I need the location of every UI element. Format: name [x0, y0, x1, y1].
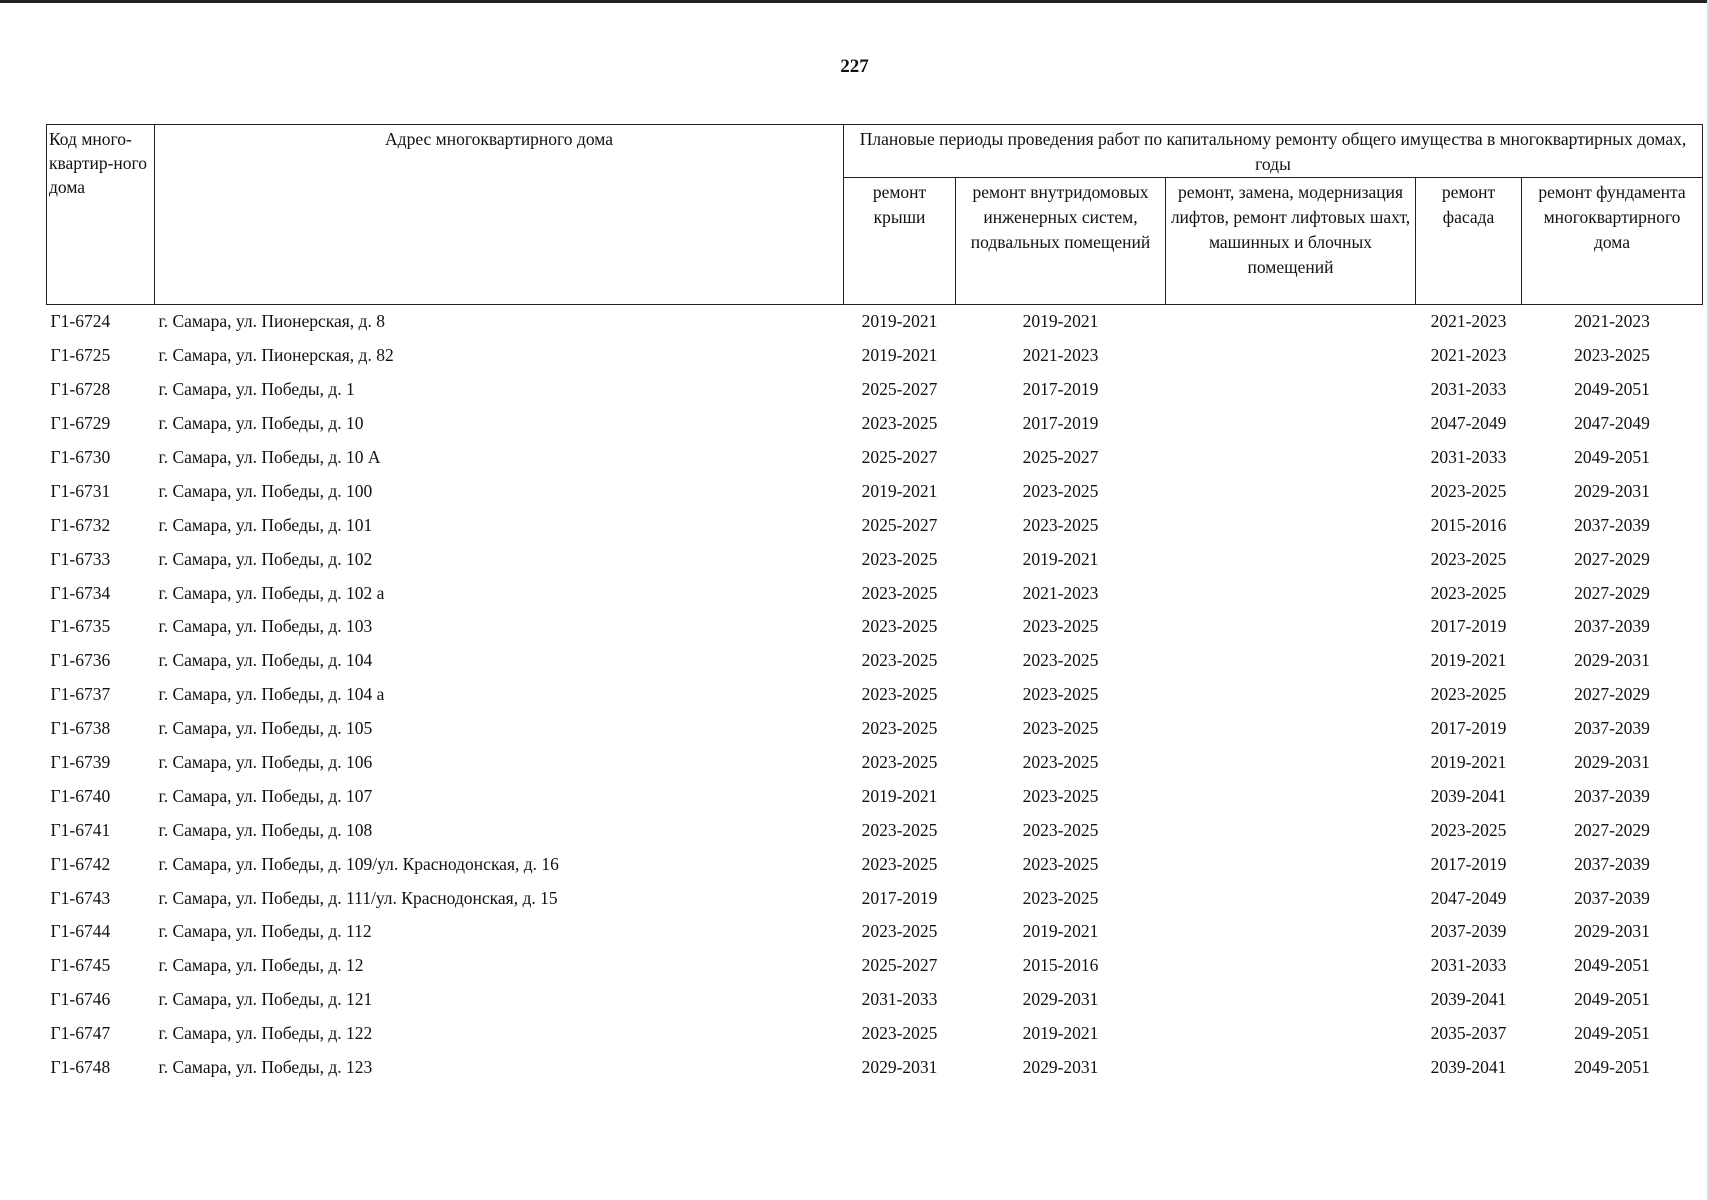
- table-row: [47, 339, 1703, 373]
- table-row: [47, 746, 1703, 780]
- cell-facade: 2021-2023: [1430, 345, 1507, 366]
- cell-roof: 2025-2027: [861, 379, 938, 400]
- header-elevators: ремонт, замена, модернизация лифтов, ремонт лифтовых шахт, машинных и блочных помещений: [1166, 178, 1416, 305]
- cell-elevators: [1166, 474, 1416, 508]
- cell-facade: 2037-2039: [1430, 921, 1507, 942]
- cell-elevators: [1166, 542, 1416, 576]
- cell-roof: 2023-2025: [861, 616, 938, 637]
- cell-roof: 2023-2025: [861, 819, 938, 840]
- cell-code: Г1-6740: [50, 785, 111, 806]
- cell-code: Г1-6745: [50, 955, 111, 976]
- cell-systems: 2023-2025: [1022, 819, 1099, 840]
- cell-address: г. Самара, ул. Победы, д. 122: [158, 1023, 373, 1044]
- cell-code: Г1-6735: [50, 616, 111, 637]
- cell-facade: 2023-2025: [1430, 684, 1507, 705]
- cell-systems: 2023-2025: [1022, 684, 1099, 705]
- cell-roof: 2025-2027: [861, 447, 938, 467]
- cell-foundation: 2037-2039: [1574, 514, 1650, 535]
- cell-elevators: [1166, 576, 1416, 610]
- cell-address: г. Самара, ул. Победы, д. 102: [158, 548, 373, 569]
- cell-elevators: [1166, 441, 1416, 475]
- cell-roof: 2017-2019: [861, 887, 938, 908]
- cell-elevators: [1166, 983, 1416, 1017]
- table-row: [47, 847, 1703, 881]
- cell-elevators: [1166, 644, 1416, 678]
- table-row: [47, 407, 1703, 441]
- cell-roof: 2029-2031: [861, 1057, 938, 1078]
- cell-foundation: 2037-2039: [1574, 887, 1650, 908]
- cell-foundation: 2049-2051: [1574, 1023, 1650, 1044]
- cell-address: г. Самара, ул. Победы, д. 107: [158, 785, 373, 806]
- table-row: [47, 915, 1703, 949]
- table-row: [47, 576, 1703, 610]
- cell-systems: 2025-2027: [1022, 447, 1099, 467]
- cell-code: Г1-6733: [50, 548, 111, 569]
- cell-facade: 2019-2021: [1430, 752, 1507, 773]
- cell-roof: 2023-2025: [861, 921, 938, 942]
- cell-code: Г1-6734: [50, 582, 111, 603]
- cell-systems: 2017-2019: [1022, 413, 1099, 434]
- top-border-line: [0, 0, 1709, 3]
- cell-systems: 2021-2023: [1022, 582, 1099, 603]
- cell-facade: 2015-2016: [1430, 514, 1507, 535]
- cell-address: г. Самара, ул. Пионерская, д. 8: [158, 311, 385, 332]
- cell-systems: 2021-2023: [1022, 345, 1099, 366]
- cell-elevators: [1166, 339, 1416, 373]
- cell-facade: 2023-2025: [1430, 480, 1507, 501]
- cell-foundation: 2029-2031: [1574, 650, 1650, 671]
- cell-roof: 2023-2025: [861, 650, 938, 671]
- table-row: [47, 949, 1703, 983]
- cell-address: г. Самара, ул. Победы, д. 106: [158, 752, 373, 773]
- cell-foundation: 2047-2049: [1574, 413, 1650, 434]
- cell-elevators: [1166, 915, 1416, 949]
- cell-foundation: 2021-2023: [1574, 311, 1650, 332]
- cell-address: г. Самара, ул. Победы, д. 103: [158, 616, 373, 637]
- cell-address: г. Самара, ул. Победы, д. 109/ул. Краснодонская, д. 16: [158, 853, 559, 874]
- header-address: Адрес многоквартирного дома: [155, 125, 844, 305]
- cell-address: г. Самара, ул. Победы, д. 1: [158, 379, 355, 400]
- table-body: [47, 305, 1703, 1085]
- cell-foundation: 2027-2029: [1574, 548, 1650, 569]
- cell-systems: 2019-2021: [1022, 311, 1099, 332]
- cell-foundation: 2023-2025: [1574, 345, 1650, 366]
- cell-elevators: [1166, 407, 1416, 441]
- cell-foundation: 2027-2029: [1574, 582, 1650, 603]
- cell-foundation: 2049-2051: [1574, 989, 1650, 1010]
- cell-systems: 2019-2021: [1022, 921, 1099, 942]
- cell-elevators: [1166, 779, 1416, 813]
- cell-elevators: [1166, 949, 1416, 983]
- table-row: [47, 474, 1703, 508]
- cell-elevators: [1166, 881, 1416, 915]
- cell-roof: 2023-2025: [861, 718, 938, 739]
- cell-code: Г1-6746: [50, 989, 111, 1010]
- cell-foundation: 2049-2051: [1574, 379, 1650, 400]
- cell-elevators: [1166, 813, 1416, 847]
- cell-systems: 2029-2031: [1022, 989, 1099, 1010]
- cell-code: Г1-6736: [50, 650, 111, 671]
- cell-foundation: 2029-2031: [1574, 921, 1650, 942]
- cell-address: г. Самара, ул. Победы, д. 112: [158, 921, 372, 942]
- cell-facade: 2031-2033: [1430, 379, 1507, 400]
- cell-facade: 2017-2019: [1430, 616, 1507, 637]
- cell-facade: 2031-2033: [1430, 955, 1507, 976]
- cell-code: Г1-6732: [50, 514, 111, 535]
- cell-roof: 2019-2021: [861, 311, 938, 332]
- table-row: [47, 610, 1703, 644]
- table-row: [47, 779, 1703, 813]
- header-code: Код много-квартир-ного дома: [47, 125, 155, 305]
- cell-elevators: [1166, 305, 1416, 339]
- cell-code: Г1-6747: [50, 1023, 111, 1044]
- table-row: [47, 1051, 1703, 1085]
- cell-facade: 2039-2041: [1430, 989, 1507, 1010]
- cell-code: Г1-6748: [50, 1057, 111, 1078]
- cell-address: г. Самара, ул. Победы, д. 104 а: [158, 684, 385, 705]
- cell-code: Г1-6737: [50, 684, 111, 705]
- cell-facade: 2017-2019: [1430, 718, 1507, 739]
- cell-systems: 2017-2019: [1022, 379, 1099, 400]
- cell-address: г. Самара, ул. Победы, д. 101: [158, 514, 373, 535]
- cell-code: Г1-6739: [50, 752, 111, 773]
- table-row: [47, 712, 1703, 746]
- page-number: 227: [840, 56, 869, 77]
- cell-address: г. Самара, ул. Победы, д. 123: [158, 1057, 373, 1078]
- cell-roof: 2023-2025: [861, 1023, 938, 1044]
- cell-facade: 2047-2049: [1430, 413, 1507, 434]
- cell-systems: 2023-2025: [1022, 514, 1099, 535]
- table-row: [47, 678, 1703, 712]
- cell-elevators: [1166, 712, 1416, 746]
- cell-foundation: 2029-2031: [1574, 752, 1650, 773]
- cell-address: г. Самара, ул. Победы, д. 108: [158, 819, 373, 840]
- cell-roof: 2025-2027: [861, 955, 938, 976]
- cell-foundation: 2049-2051: [1574, 955, 1650, 976]
- cell-elevators: [1166, 847, 1416, 881]
- header-foundation: ремонт фундамента многоквартирного дома: [1522, 178, 1703, 305]
- cell-roof: 2023-2025: [861, 548, 938, 569]
- cell-facade: 2021-2023: [1430, 311, 1507, 332]
- cell-address: г. Самара, ул. Победы, д. 100: [158, 480, 373, 501]
- cell-address: г. Самара, ул. Победы, д. 121: [158, 989, 373, 1010]
- cell-systems: 2023-2025: [1022, 785, 1099, 806]
- cell-facade: 2023-2025: [1430, 819, 1507, 840]
- table-row: [47, 542, 1703, 576]
- cell-systems: 2023-2025: [1022, 650, 1099, 671]
- cell-roof: 2025-2027: [861, 514, 938, 535]
- cell-address: г. Самара, ул. Победы, д. 104: [158, 650, 373, 671]
- cell-facade: 2047-2049: [1430, 887, 1507, 908]
- cell-address: г. Самара, ул. Победы, д. 105: [158, 718, 373, 739]
- cell-roof: 2019-2021: [861, 480, 938, 501]
- cell-elevators: [1166, 1051, 1416, 1085]
- table-row: [47, 644, 1703, 678]
- table-row: [47, 983, 1703, 1017]
- cell-systems: 2019-2021: [1022, 548, 1099, 569]
- cell-roof: 2023-2025: [861, 684, 938, 705]
- cell-foundation: 2037-2039: [1574, 718, 1650, 739]
- cell-foundation: 2027-2029: [1574, 684, 1650, 705]
- cell-foundation: 2029-2031: [1574, 480, 1650, 501]
- cell-roof: 2031-2033: [861, 989, 938, 1010]
- cell-systems: 2023-2025: [1022, 616, 1099, 637]
- table-row: [47, 1017, 1703, 1051]
- table-row: [47, 373, 1703, 407]
- table-row: [47, 881, 1703, 915]
- repair-schedule-table-container: [46, 124, 1703, 1084]
- cell-systems: 2023-2025: [1022, 718, 1099, 739]
- cell-facade: 2023-2025: [1430, 582, 1507, 603]
- cell-code: Г1-6729: [50, 413, 111, 434]
- cell-address: г. Самара, ул. Победы, д. 10 А: [158, 447, 381, 467]
- cell-systems: 2019-2021: [1022, 1023, 1099, 1044]
- cell-code: Г1-6741: [50, 819, 111, 840]
- cell-systems: 2023-2025: [1022, 752, 1099, 773]
- cell-systems: 2023-2025: [1022, 480, 1099, 501]
- cell-roof: 2023-2025: [861, 413, 938, 434]
- cell-facade: 2019-2021: [1430, 650, 1507, 671]
- cell-roof: 2019-2021: [861, 345, 938, 366]
- cell-code: Г1-6738: [50, 718, 111, 739]
- cell-foundation: 2027-2029: [1574, 819, 1650, 840]
- cell-code: Г1-6743: [50, 887, 111, 908]
- cell-roof: 2023-2025: [861, 582, 938, 603]
- cell-elevators: [1166, 508, 1416, 542]
- table-row: [47, 441, 1703, 475]
- cell-systems: 2029-2031: [1022, 1057, 1099, 1078]
- cell-elevators: [1166, 1017, 1416, 1051]
- cell-address: г. Самара, ул. Победы, д. 102 а: [158, 582, 385, 603]
- cell-roof: 2019-2021: [861, 785, 938, 806]
- cell-elevators: [1166, 678, 1416, 712]
- cell-foundation: 2049-2051: [1574, 1057, 1650, 1078]
- cell-elevators: [1166, 746, 1416, 780]
- table-header: [47, 125, 1703, 305]
- cell-code: Г1-6725: [50, 345, 111, 366]
- cell-systems: 2023-2025: [1022, 853, 1099, 874]
- cell-code: Г1-6731: [50, 480, 111, 501]
- cell-facade: 2017-2019: [1430, 853, 1507, 874]
- cell-address: г. Самара, ул. Победы, д. 111/ул. Краснодонская, д. 15: [158, 887, 558, 908]
- table-row: [47, 508, 1703, 542]
- cell-code: Г1-6728: [50, 379, 111, 400]
- table-row: [47, 305, 1703, 339]
- cell-systems: 2023-2025: [1022, 887, 1099, 908]
- cell-facade: 2039-2041: [1430, 785, 1507, 806]
- cell-address: г. Самара, ул. Победы, д. 12: [158, 955, 364, 976]
- cell-address: г. Самара, ул. Победы, д. 10: [158, 413, 364, 434]
- header-roof: ремонт крыши: [844, 178, 956, 305]
- cell-foundation: 2049-2051: [1574, 447, 1650, 467]
- cell-facade: 2035-2037: [1430, 1023, 1507, 1044]
- header-systems: ремонт внутридомовых инженерных систем, подвальных помещений: [956, 178, 1166, 305]
- cell-code: Г1-6730: [50, 447, 111, 467]
- cell-code: Г1-6744: [50, 921, 111, 942]
- cell-roof: 2023-2025: [861, 752, 938, 773]
- header-facade: ремонт фасада: [1416, 178, 1522, 305]
- cell-roof: 2023-2025: [861, 853, 938, 874]
- table-row: [47, 813, 1703, 847]
- cell-facade: 2023-2025: [1430, 548, 1507, 569]
- cell-facade: 2031-2033: [1430, 447, 1507, 467]
- cell-code: Г1-6724: [50, 311, 111, 332]
- cell-foundation: 2037-2039: [1574, 785, 1650, 806]
- cell-code: Г1-6742: [50, 853, 111, 874]
- cell-systems: 2015-2016: [1022, 955, 1099, 976]
- repair-schedule-table: [46, 124, 1703, 1084]
- cell-elevators: [1166, 610, 1416, 644]
- cell-foundation: 2037-2039: [1574, 853, 1650, 874]
- header-periods: Плановые периоды проведения работ по капитальному ремонту общего имущества в многоквартирных домах, годы: [844, 125, 1703, 178]
- cell-facade: 2039-2041: [1430, 1057, 1507, 1078]
- cell-address: г. Самара, ул. Пионерская, д. 82: [158, 345, 394, 366]
- cell-elevators: [1166, 373, 1416, 407]
- cell-foundation: 2037-2039: [1574, 616, 1650, 637]
